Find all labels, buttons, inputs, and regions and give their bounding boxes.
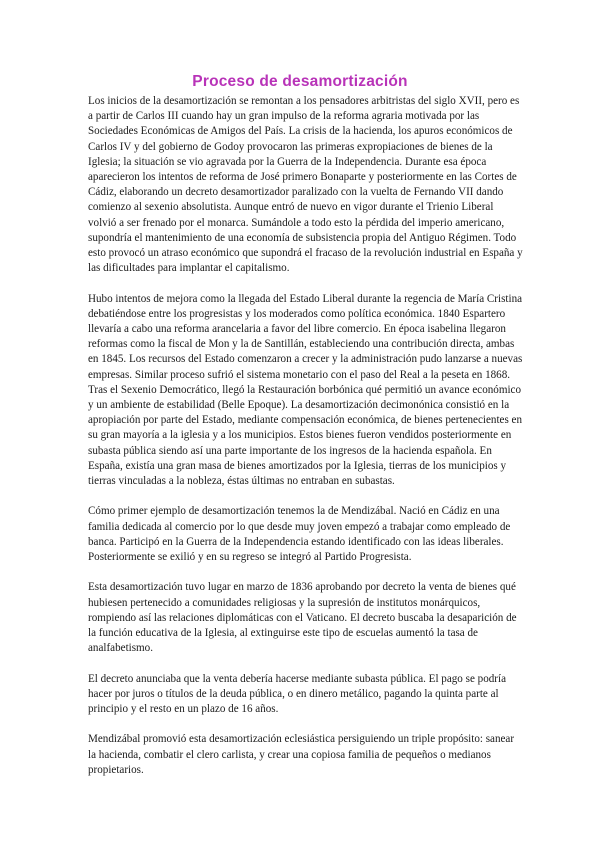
paragraph-3: Cómo primer ejemplo de desamortización tenemos la de Mendizábal. Nació en Cádiz en una familia dedicada al comercio por lo que desde muy joven empezó a trabajar como empleado de banca. Participó en la Guerra de la Independencia estando identificado con las ideas liberales. Posteriormente se exilió y en su regreso se integró al Partido Progresista. <box>88 505 511 564</box>
paragraph-5: El decreto anunciaba que la venta debería hacerse mediante subasta pública. El pago se podría hacer por juros o títulos de la deuda pública, o en dinero metálico, pagando la quinta parte al principio y el resto en un plazo de 16 años. <box>88 672 506 716</box>
paragraph-4: Esta desamortización tuvo lugar en marzo de 1836 aprobando por decreto la venta de bienes qué hubiesen pertenecido a comunidades religiosas y la supresión de institutos monárquicos, rompiendo así las relaciones diplomáticas con el Vaticano. El decreto buscaba la desaparición de la función educativa de la Iglesia, al extinguirse este tipo de escuelas aumentó la tasa de analfabetismo. <box>88 581 517 655</box>
paragraph-6: Mendizábal promovió esta desamortización eclesiástica persiguiendo un triple propósito: sanear la hacienda, combatir el clero carlista, y crear una copiosa familia de pequeños o medianos propietarios. <box>88 733 515 776</box>
document-title: Proceso de desamortización <box>192 73 408 90</box>
paragraph-2: Hubo intentos de mejora como la llegada del Estado Liberal durante la regencia de María Cristina debatiéndose entre los progresistas y los moderados como política económica. 1840 Espartero llevaría a cabo una reforma arancelaria a favor del libre comercio. En época isabelina llegaron reformas como la fiscal de Mon y la de Santillán, estableciendo una contribución directa, ambas en 1845. Los recursos del Estado comenzaron a crecer y la administración pudo lanzarse a nuevas empresas. Similar proceso sufrió el sistema monetario con el paso del Real a la peseta en 1868. Tras el Sexenio Democrático, llegó la Restauración borbónica qué permitió un avance económico y un ambiente de estabilidad (Belle Epoque). La desamortización decimonónica consistió en la apropiación por parte del Estado, mediante compensación económica, de bienes pertenecientes en su gran mayoría a la iglesia y a los municipios. Estos bienes fueron vendidos posteriormente en subasta pública siendo así una parte importante de los ingresos de la hacienda española. En España, existía una gran masa de bienes amortizados por la Iglesia, tierras de los municipios y tierras vinculadas a la nobleza, éstas últimas no entraban en subastas. <box>88 292 523 488</box>
paragraph-1: Los inicios de la desamortización se remontan a los pensadores arbitristas del siglo XVII, pero es a partir de Carlos III cuando hay un gran impulso de la reforma agraria motivada por las Sociedades Económicas de Amigos del País. La crisis de la hacienda, los apuros económicos de Carlos IV y del gobierno de Godoy provocaron las primeras expropiaciones de bienes de la Iglesia; la situación se vio agravada por la Guerra de la Independencia. Durante esa época aparecieron los intentos de reforma de José primero Bonaparte y posteriormente en las Cortes de Cádiz, elaborando un decreto desamortizador paralizado con la vuelta de Fernando VII dando comienzo al sexenio absolutista. Aunque entró de nuevo en vigor durante el Trienio Liberal volvió a ser frenado por el monarca. Sumándole a todo esto la pérdida del imperio americano, supondría el mantenimiento de una economía de subsistencia propia del Antiguo Régimen. Todo esto provocó un atraso económico que supondrá el fracaso de la revolución industrial en España y las dificultades para implantar el capitalismo. <box>88 95 523 275</box>
document-body <box>88 94 524 793</box>
